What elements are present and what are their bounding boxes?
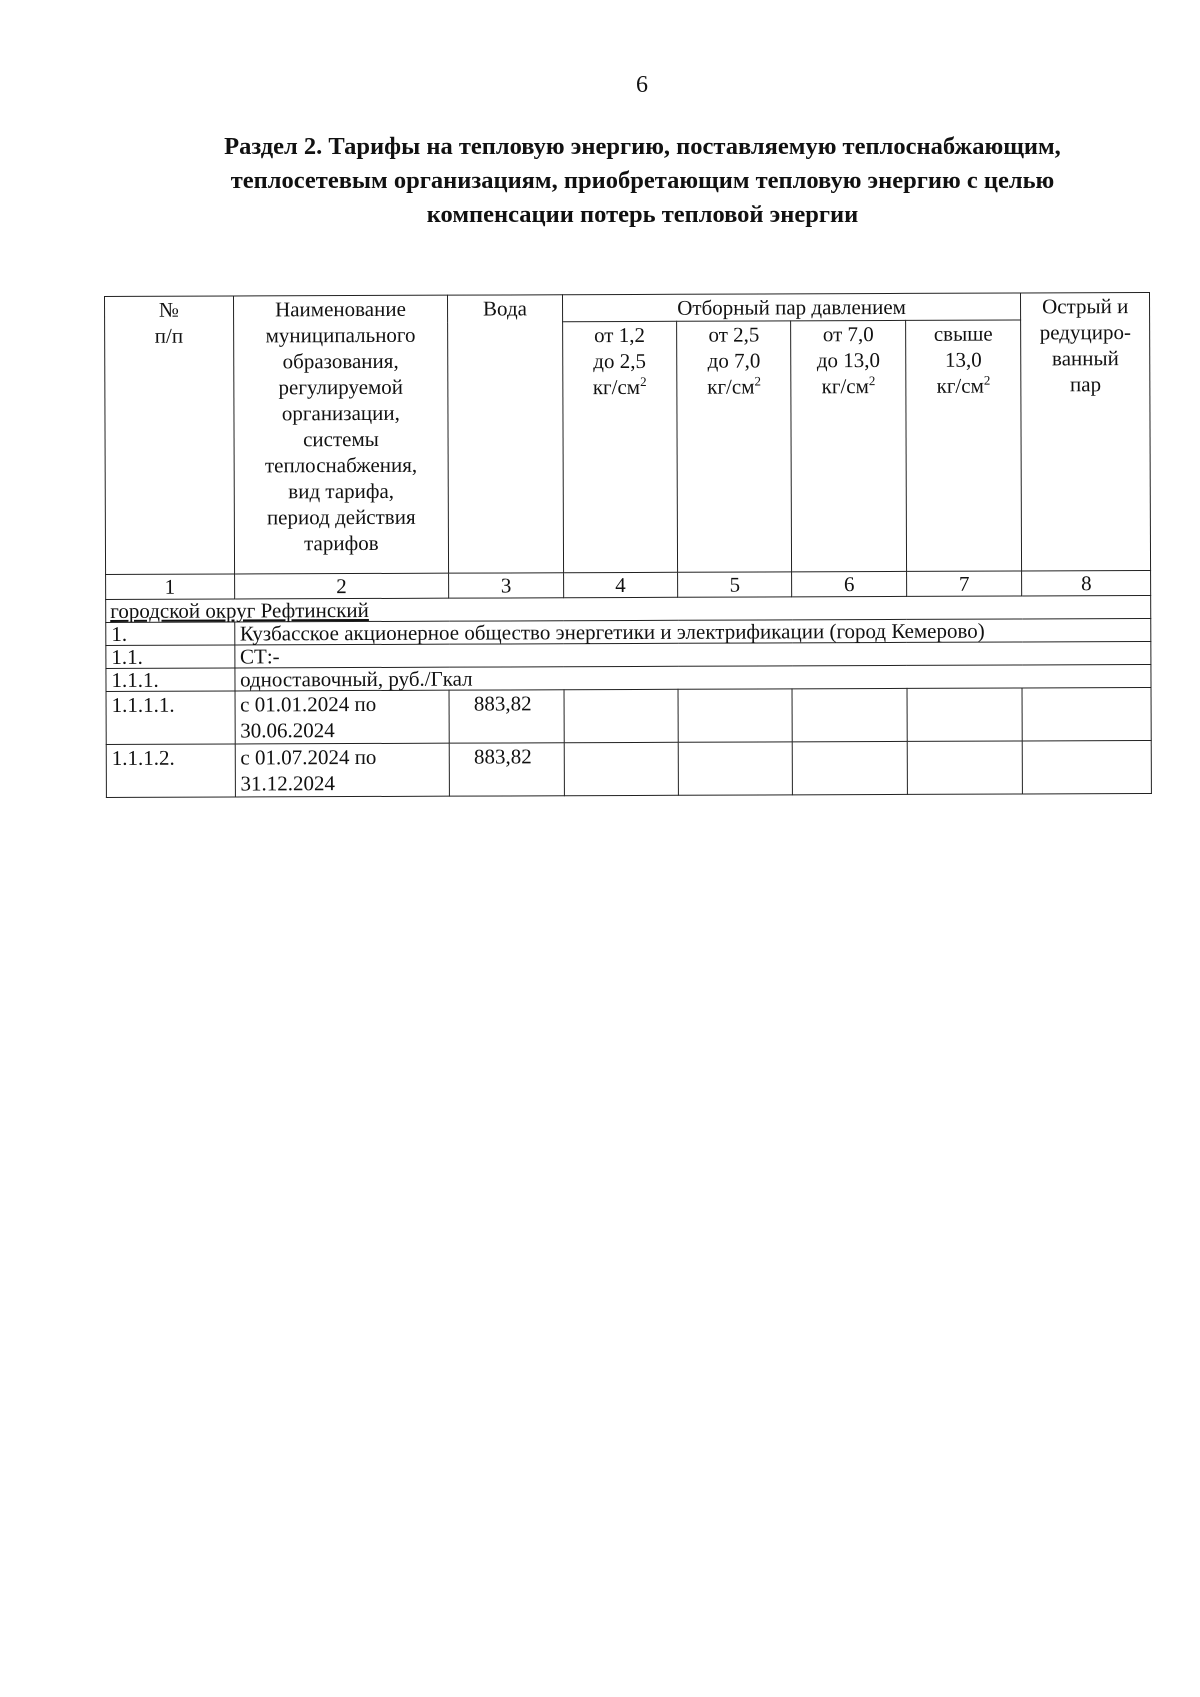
column-number: 4 [563,572,678,597]
column-number: 3 [449,573,564,598]
column-number: 2 [234,573,449,599]
tariff-table [104,292,1152,798]
water-tariff-value: 883,82 [449,743,564,796]
title-line: теплосетевым организациям, приобретающим тепловую энергию с целью [230,167,1055,194]
tariff-row [106,740,1151,797]
title-line: Раздел 2. Тарифы на тепловую энергию, поставляемую теплоснабжающим, [224,133,1061,160]
tariff-row [106,687,1151,744]
row-text: СТ:- [234,641,1151,668]
header-steam-1: от 1,2 до 2,5 $кг/см^2$ [562,321,677,572]
column-number: 6 [792,571,907,596]
title-line: компенсации потерь тепловой энергии [426,201,859,228]
header-steam-4: свыше 13,0 $кг/см^2$ [905,320,1021,571]
row-text: Кузбасское акционерное общество энергетики и электрификации (город Кемерово) [234,618,1151,645]
page-number: 6 [636,72,648,98]
column-number: 1 [106,574,235,599]
steam-3-value [792,688,907,741]
row-number: 1.1.1. [106,668,235,691]
header-steam-3: от 7,0 до 13,0 $кг/см^2$ [791,320,906,571]
header-name: Наименование муниципального образования, регулируемой организации, системы теплоснабжения, вид тарифа, период действия тарифов [233,295,449,574]
tariff-period: с 01.07.2024 по 31.12.2024 [235,743,450,797]
row-number: 1.1.1.1. [106,691,235,744]
live-steam-value [1022,687,1151,740]
live-steam-value [1023,740,1152,793]
steam-2-value [678,742,793,795]
section-title [120,130,1165,232]
row-number: 1. [106,622,235,645]
row-number: 1.1.1.2. [106,744,235,797]
row-number: 1.1. [106,645,235,668]
column-number: 8 [1022,570,1151,595]
tariff-period: с 01.01.2024 по 30.06.2024 [235,690,450,744]
header-steam-group: Отборный пар давлением [562,293,1021,322]
steam-2-value [678,689,793,742]
steam-4-value [907,741,1023,794]
column-number: 5 [678,572,793,597]
steam-1-value [564,689,679,742]
steam-4-value [907,688,1023,741]
column-number: 7 [906,571,1022,596]
header-water: Вода [448,295,563,573]
header-steam-2: от 2,5 до 7,0 $кг/см^2$ [677,321,792,572]
section-label: городской округ Рефтинский [106,595,1151,622]
row-text: одноставочный, руб./Гкал [235,664,1152,691]
water-tariff-value: 883,82 [449,690,564,743]
steam-1-value [564,742,679,795]
header-live-steam: Острый и редуциро- ванный пар [1021,292,1151,570]
header-number: № п/п [105,296,235,574]
steam-3-value [793,741,908,794]
